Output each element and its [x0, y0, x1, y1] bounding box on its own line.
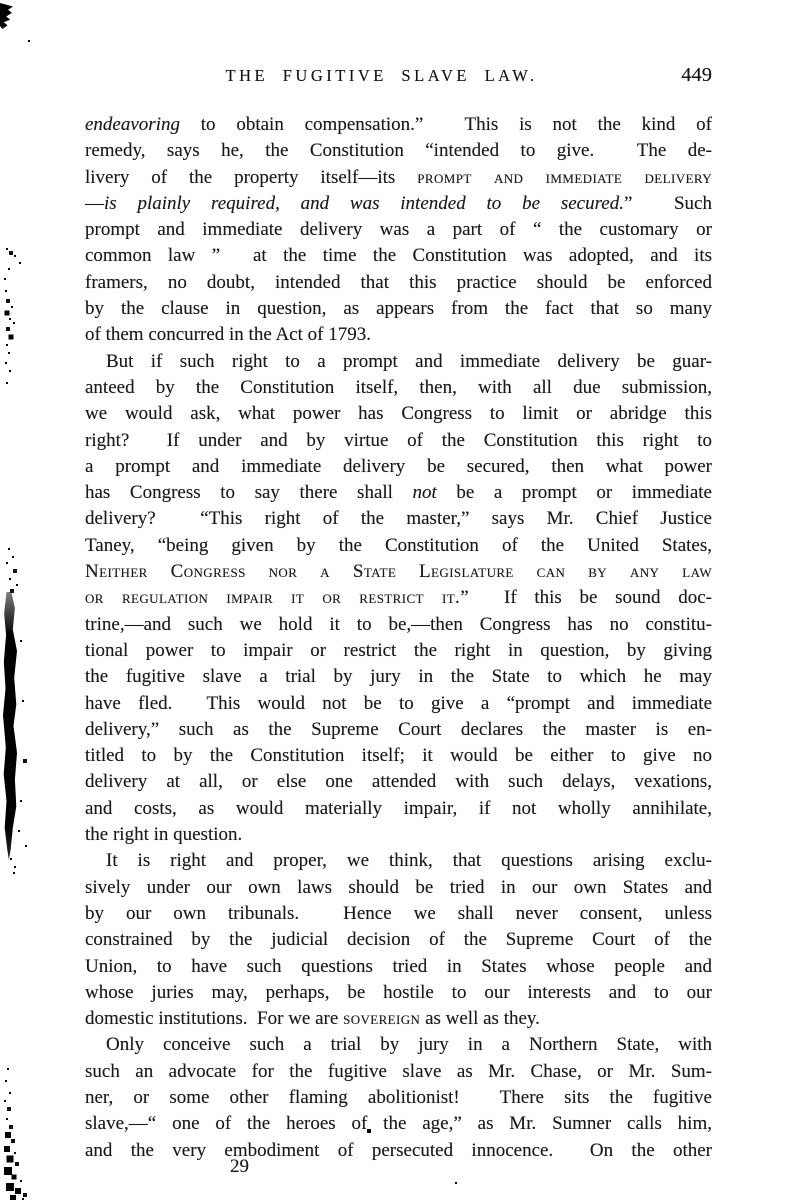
text-line [85, 848, 712, 874]
text-segment: the fugitive slave a trial by jury in the State to which he may [85, 666, 712, 688]
signature-mark: 29 [230, 1156, 249, 1177]
text-line [85, 506, 712, 532]
text-line [85, 717, 712, 743]
paragraph [85, 1032, 712, 1163]
text-line [85, 112, 712, 138]
text-segment: ” If this be sound doc- [460, 587, 712, 609]
text-block [85, 112, 712, 1164]
paragraph [85, 112, 712, 349]
text-segment: But if such right to a prompt and immediate delivery be guar- [106, 350, 712, 372]
text-segment: delivery? “This right of the master,” says Mr. Chief Justice [85, 508, 712, 530]
page-number: 449 [681, 64, 712, 86]
text-line [85, 480, 712, 506]
text-line [85, 585, 712, 611]
text-line [85, 138, 712, 164]
text-segment: trine,—and such we hold it to be,—then Congress has no constitu- [85, 613, 712, 635]
scan-artifact-corner [0, 3, 13, 29]
scan-artifact-streak-fringe [0, 0, 2, 2]
text-segment: endeavoring [85, 114, 180, 135]
text-line [85, 322, 712, 348]
text-line [85, 796, 712, 822]
scan-artifact-stray-dots [0, 0, 2, 2]
text-segment: as well as they. [420, 1008, 540, 1030]
text-segment: ner, or some other flaming abolitionist! There sits the fugitive [85, 1086, 712, 1108]
text-line [85, 401, 712, 427]
text-line [85, 1059, 712, 1085]
text-line [85, 454, 712, 480]
text-segment: Taney, “being given by the Constitution of the United States, [85, 534, 712, 556]
text-line [85, 691, 712, 717]
text-segment: a prompt and immediate delivery be secured, then what power [85, 455, 712, 477]
running-head [85, 64, 712, 94]
text-line [85, 1085, 712, 1111]
text-line [85, 1111, 712, 1137]
text-segment: sively under our own laws should be tried in our own States and [85, 876, 712, 898]
text-segment: constrained by the judicial decision of the Supreme Court of the [85, 929, 712, 951]
text-line [85, 980, 712, 1006]
text-segment: — [85, 192, 104, 214]
text-line [85, 612, 712, 638]
text-line [85, 217, 712, 243]
text-segment: prompt and immediate delivery was a part of “ the customary or [85, 219, 712, 241]
text-segment: by our own tribunals. Hence we shall never consent, unless [85, 902, 712, 924]
text-segment: such an advocate for the fugitive slave as Mr. Chase, or Mr. Sum- [85, 1060, 712, 1082]
text-line [85, 638, 712, 664]
text-segment: to obtain compensation.” This is not the kind of [179, 114, 712, 135]
text-segment: Only conceive such a trial by jury in a Northern State, with [106, 1034, 712, 1056]
text-segment: is plainly required, and was intended to be secured. [104, 192, 624, 214]
text-segment: of them concurred in the Act of 1793. [85, 324, 371, 346]
text-line [85, 270, 712, 296]
text-line [85, 769, 712, 795]
text-segment: framers, no doubt, intended that this practice should be enforced [85, 271, 712, 293]
text-segment: Union, to have such questions tried in States whose people and [85, 955, 712, 977]
text-line [85, 296, 712, 322]
text-segment: domestic institutions. For we are [85, 1008, 344, 1030]
paragraph [85, 349, 712, 849]
text-segment: It is right and proper, we think, that questions arising exclu- [106, 850, 712, 872]
text-segment: by the clause in question, as appears from the fact that so many [85, 298, 712, 320]
text-line [85, 1032, 712, 1058]
text-line [85, 1138, 712, 1164]
text-segment: delivery,” such as the Supreme Court declares the master is en- [85, 718, 712, 740]
text-segment: and the very embodiment of persecuted innocence. On the other [85, 1139, 712, 1161]
text-segment: or regulation impair it or restrict it. [85, 587, 461, 609]
text-segment: whose juries may, perhaps, be hostile to our interests and to our [85, 981, 712, 1003]
text-line [85, 243, 712, 269]
scan-artifact-bottom-specks [0, 0, 2, 2]
text-line [85, 1006, 712, 1032]
text-line [85, 349, 712, 375]
text-segment: prompt and immediate delivery [417, 166, 712, 188]
text-segment: anteed by the Constitution itself, then, with all due submission, [85, 376, 712, 398]
scan-artifact-upper-specks [0, 0, 2, 2]
text-segment: have fled. This would not be to give a “prompt and immediate [85, 692, 712, 714]
text-line [85, 927, 712, 953]
text-line [85, 428, 712, 454]
text-segment: right? If under and by virtue of the Constitution this right to [85, 429, 712, 451]
text-segment: sovereign [343, 1008, 421, 1030]
text-segment: Neither Congress nor a State Legislature can by any law [85, 561, 712, 583]
scan-artifact-streak [3, 592, 17, 860]
text-line [85, 165, 712, 191]
text-line [85, 533, 712, 559]
text-line [85, 375, 712, 401]
text-segment: and costs, as would materially impair, if not wholly annihilate, [85, 797, 712, 819]
text-segment: tional power to impair or restrict the right in question, by giving [85, 639, 712, 661]
text-segment: livery of the property itself—its [85, 166, 418, 188]
text-line [85, 901, 712, 927]
text-line [85, 191, 712, 217]
text-segment: we would ask, what power has Congress to limit or abridge this [85, 403, 712, 425]
text-segment: be a prompt or immediate [436, 482, 712, 504]
text-segment: not [412, 482, 437, 504]
text-line [85, 875, 712, 901]
text-line [85, 954, 712, 980]
text-line [85, 743, 712, 769]
text-segment: titled to by the Constitution itself; it would be either to give no [85, 745, 712, 767]
text-line [85, 559, 712, 585]
text-segment: has Congress to say there shall [85, 482, 413, 504]
text-line [85, 822, 712, 848]
text-segment: remedy, says he, the Constitution “intended to give. The de- [85, 140, 712, 162]
text-line [85, 664, 712, 690]
text-segment: common law ” at the time the Constitution was adopted, and its [85, 245, 712, 267]
text-segment: the right in question. [85, 824, 243, 846]
text-segment: delivery at all, or else one attended with such delays, vexations, [85, 771, 712, 793]
paragraph [85, 848, 712, 1032]
text-segment: slave,—“ one of the heroes of the age,” as Mr. Sumner calls him, [85, 1113, 712, 1135]
page-title: THE FUGITIVE SLAVE LAW. [225, 66, 538, 85]
text-segment: ” Such [623, 192, 712, 214]
